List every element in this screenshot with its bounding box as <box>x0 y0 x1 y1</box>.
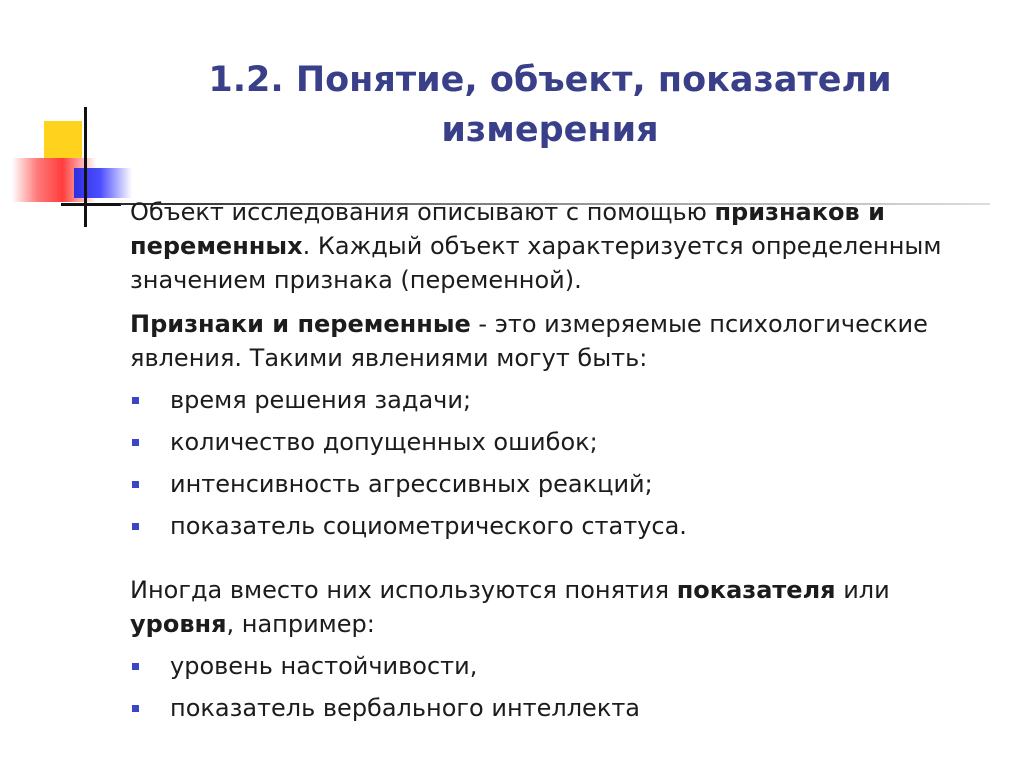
paragraph-object-bold: признаков и переменных <box>130 198 885 260</box>
logo-vertical-line <box>84 107 87 227</box>
spacer <box>130 547 1000 573</box>
paragraph-indicators-bold-2: уровня <box>130 610 227 638</box>
list-item <box>130 379 1000 421</box>
bullet-square-icon <box>132 481 139 488</box>
slide-content <box>130 195 1000 729</box>
examples-list <box>130 645 1000 729</box>
list-item <box>130 463 1000 505</box>
list-item-text: количество допущенных ошибок; <box>170 428 598 456</box>
list-item <box>130 687 1000 729</box>
list-item <box>130 505 1000 547</box>
bullet-square-icon <box>132 439 139 446</box>
list-item-text: показатель социометрического статуса. <box>170 512 687 540</box>
slide-title: 1.2. Понятие, объект, показатели измерения <box>208 60 892 150</box>
paragraph-features-bold: Признаки и переменные <box>130 310 471 338</box>
list-item <box>130 421 1000 463</box>
bullet-square-icon <box>132 705 139 712</box>
paragraph-features <box>130 307 1000 375</box>
paragraph-indicators-text-3: , например: <box>226 610 375 638</box>
phenomena-list <box>130 379 1000 547</box>
paragraph-features-text: - это измеряемые психологические явления. Такими явлениями могут быть: <box>130 310 928 372</box>
decorative-logo <box>0 0 130 230</box>
paragraph-indicators-text-1: Иногда вместо них используются понятия <box>130 576 677 604</box>
bullet-square-icon <box>132 397 139 404</box>
paragraph-indicators-bold-1: показателя <box>676 576 836 604</box>
list-item-text: время решения задачи; <box>170 386 472 414</box>
paragraph-object-text-1: Объект исследования описывают с помощью <box>130 198 715 226</box>
list-item-text: уровень настойчивости, <box>170 652 478 680</box>
list-item <box>130 645 1000 687</box>
list-item-text: интенсивность агрессивных реакций; <box>170 470 653 498</box>
paragraph-object <box>130 195 1000 297</box>
list-item-text: показатель вербального интеллекта <box>170 694 641 722</box>
paragraph-indicators-text-2: или <box>835 576 890 604</box>
logo-blue-bar <box>74 168 132 198</box>
bullet-square-icon <box>132 663 139 670</box>
paragraph-indicators <box>130 573 1000 641</box>
bullet-square-icon <box>132 523 139 530</box>
logo-horizontal-line <box>61 203 121 206</box>
paragraph-object-text-2: . Каждый объект характеризуется определенным значением признака (переменной). <box>130 232 942 294</box>
